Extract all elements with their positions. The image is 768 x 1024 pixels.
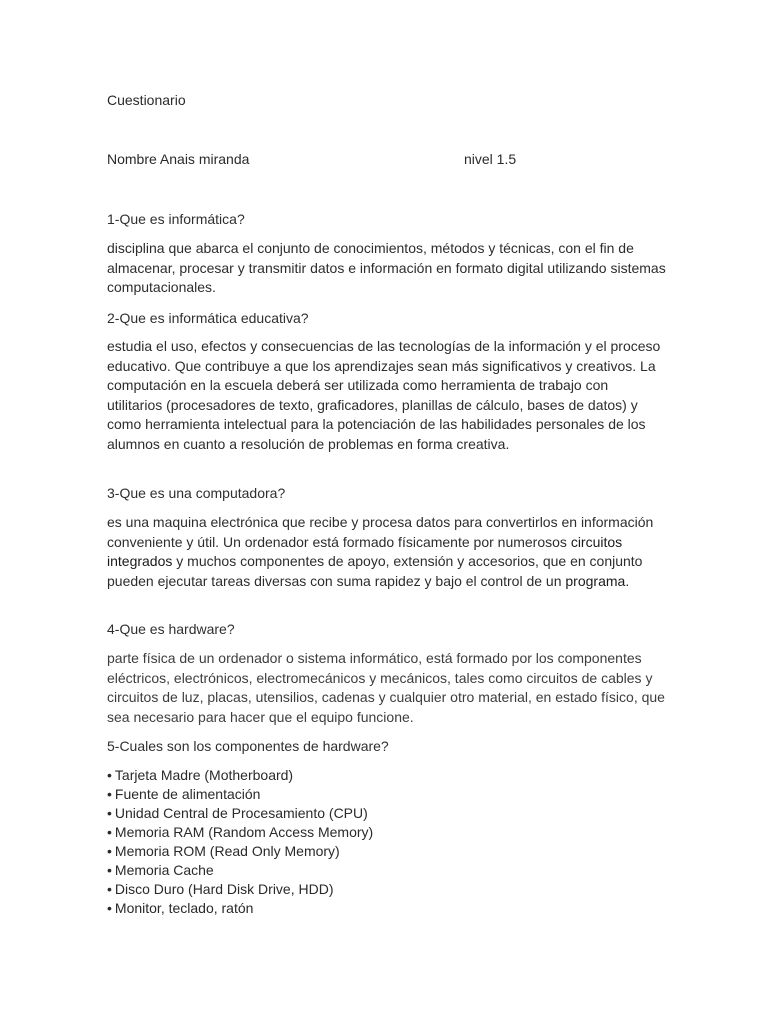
list-item: • Memoria RAM (Random Access Memory) xyxy=(107,823,667,842)
list-item: • Fuente de alimentación xyxy=(107,785,667,804)
answer-2: estudia el uso, efectos y consecuencias de las tecnologías de la información y el proceso educativo. Que contribuye a que los aprendizajes sean más significativos y creativos. La computación en la escuela deberá ser utilizada como herramienta de trabajo con utilitarios (procesadores de texto, graficadores, planillas de cálculo, bases de datos) y como herramienta intelectual para la potenciación de las habilidades personales de los alumnos en cuanto a resolución de problemas en forma creativa. xyxy=(107,338,661,452)
list-item: • Unidad Central de Procesamiento (CPU) xyxy=(107,804,667,823)
list-item: • Memoria ROM (Read Only Memory) xyxy=(107,842,667,861)
list-item: • Monitor, teclado, ratón xyxy=(107,899,667,918)
answer-3-text-c: . xyxy=(625,572,630,589)
answer-3-link-integrated-circuits: circuitos integrados xyxy=(107,533,623,569)
list-item: • Memoria Cache xyxy=(107,861,667,880)
question-2: 2-Que es informática educativa? xyxy=(107,310,309,326)
document-title: Cuestionario xyxy=(107,92,186,108)
question-1: 1-Que es informática? xyxy=(107,211,245,227)
student-info-row xyxy=(107,150,667,170)
answer-1: disciplina que abarca el conjunto de conocimientos, métodos y técnicas, con el fin de almacenar, procesar y transmitir datos e información en formato digital utilizando sistemas computacionales. xyxy=(107,240,666,295)
hardware-components-list xyxy=(107,766,667,918)
list-item: • Tarjeta Madre (Motherboard) xyxy=(107,766,667,785)
question-3: 3-Que es una computadora? xyxy=(107,485,286,501)
answer-3-text-a: es una maquina electrónica que recibe y procesa datos para convertirlos en información conveniente y útil. Un ordenador está formado físicamente por numerosos xyxy=(107,514,654,550)
list-item: • Disco Duro (Hard Disk Drive, HDD) xyxy=(107,880,667,899)
student-level: nivel 1.5 xyxy=(464,151,517,167)
student-name: Nombre Anais miranda xyxy=(107,151,250,167)
question-4: 4-Que es hardware? xyxy=(107,621,235,637)
answer-4: parte física de un ordenador o sistema informático, está formado por los componentes eléctricos, electrónicos, electromecánicos y mecánicos, tales como circuitos de cables y circuitos de luz, placas, utensilios, cadenas y cualquier otro material, en estado físico, que sea necesario para hacer que el equipo funcione. xyxy=(107,650,665,725)
question-5: 5-Cuales son los componentes de hardware? xyxy=(107,738,389,754)
answer-3-text-b: y muchos componentes de apoyo, extensión y accesorios, que en conjunto pueden ejecutar tareas diversas con suma rapidez y bajo el control de un xyxy=(107,553,643,589)
answer-3 xyxy=(107,513,667,591)
answer-3-link-program: programa xyxy=(565,572,626,589)
